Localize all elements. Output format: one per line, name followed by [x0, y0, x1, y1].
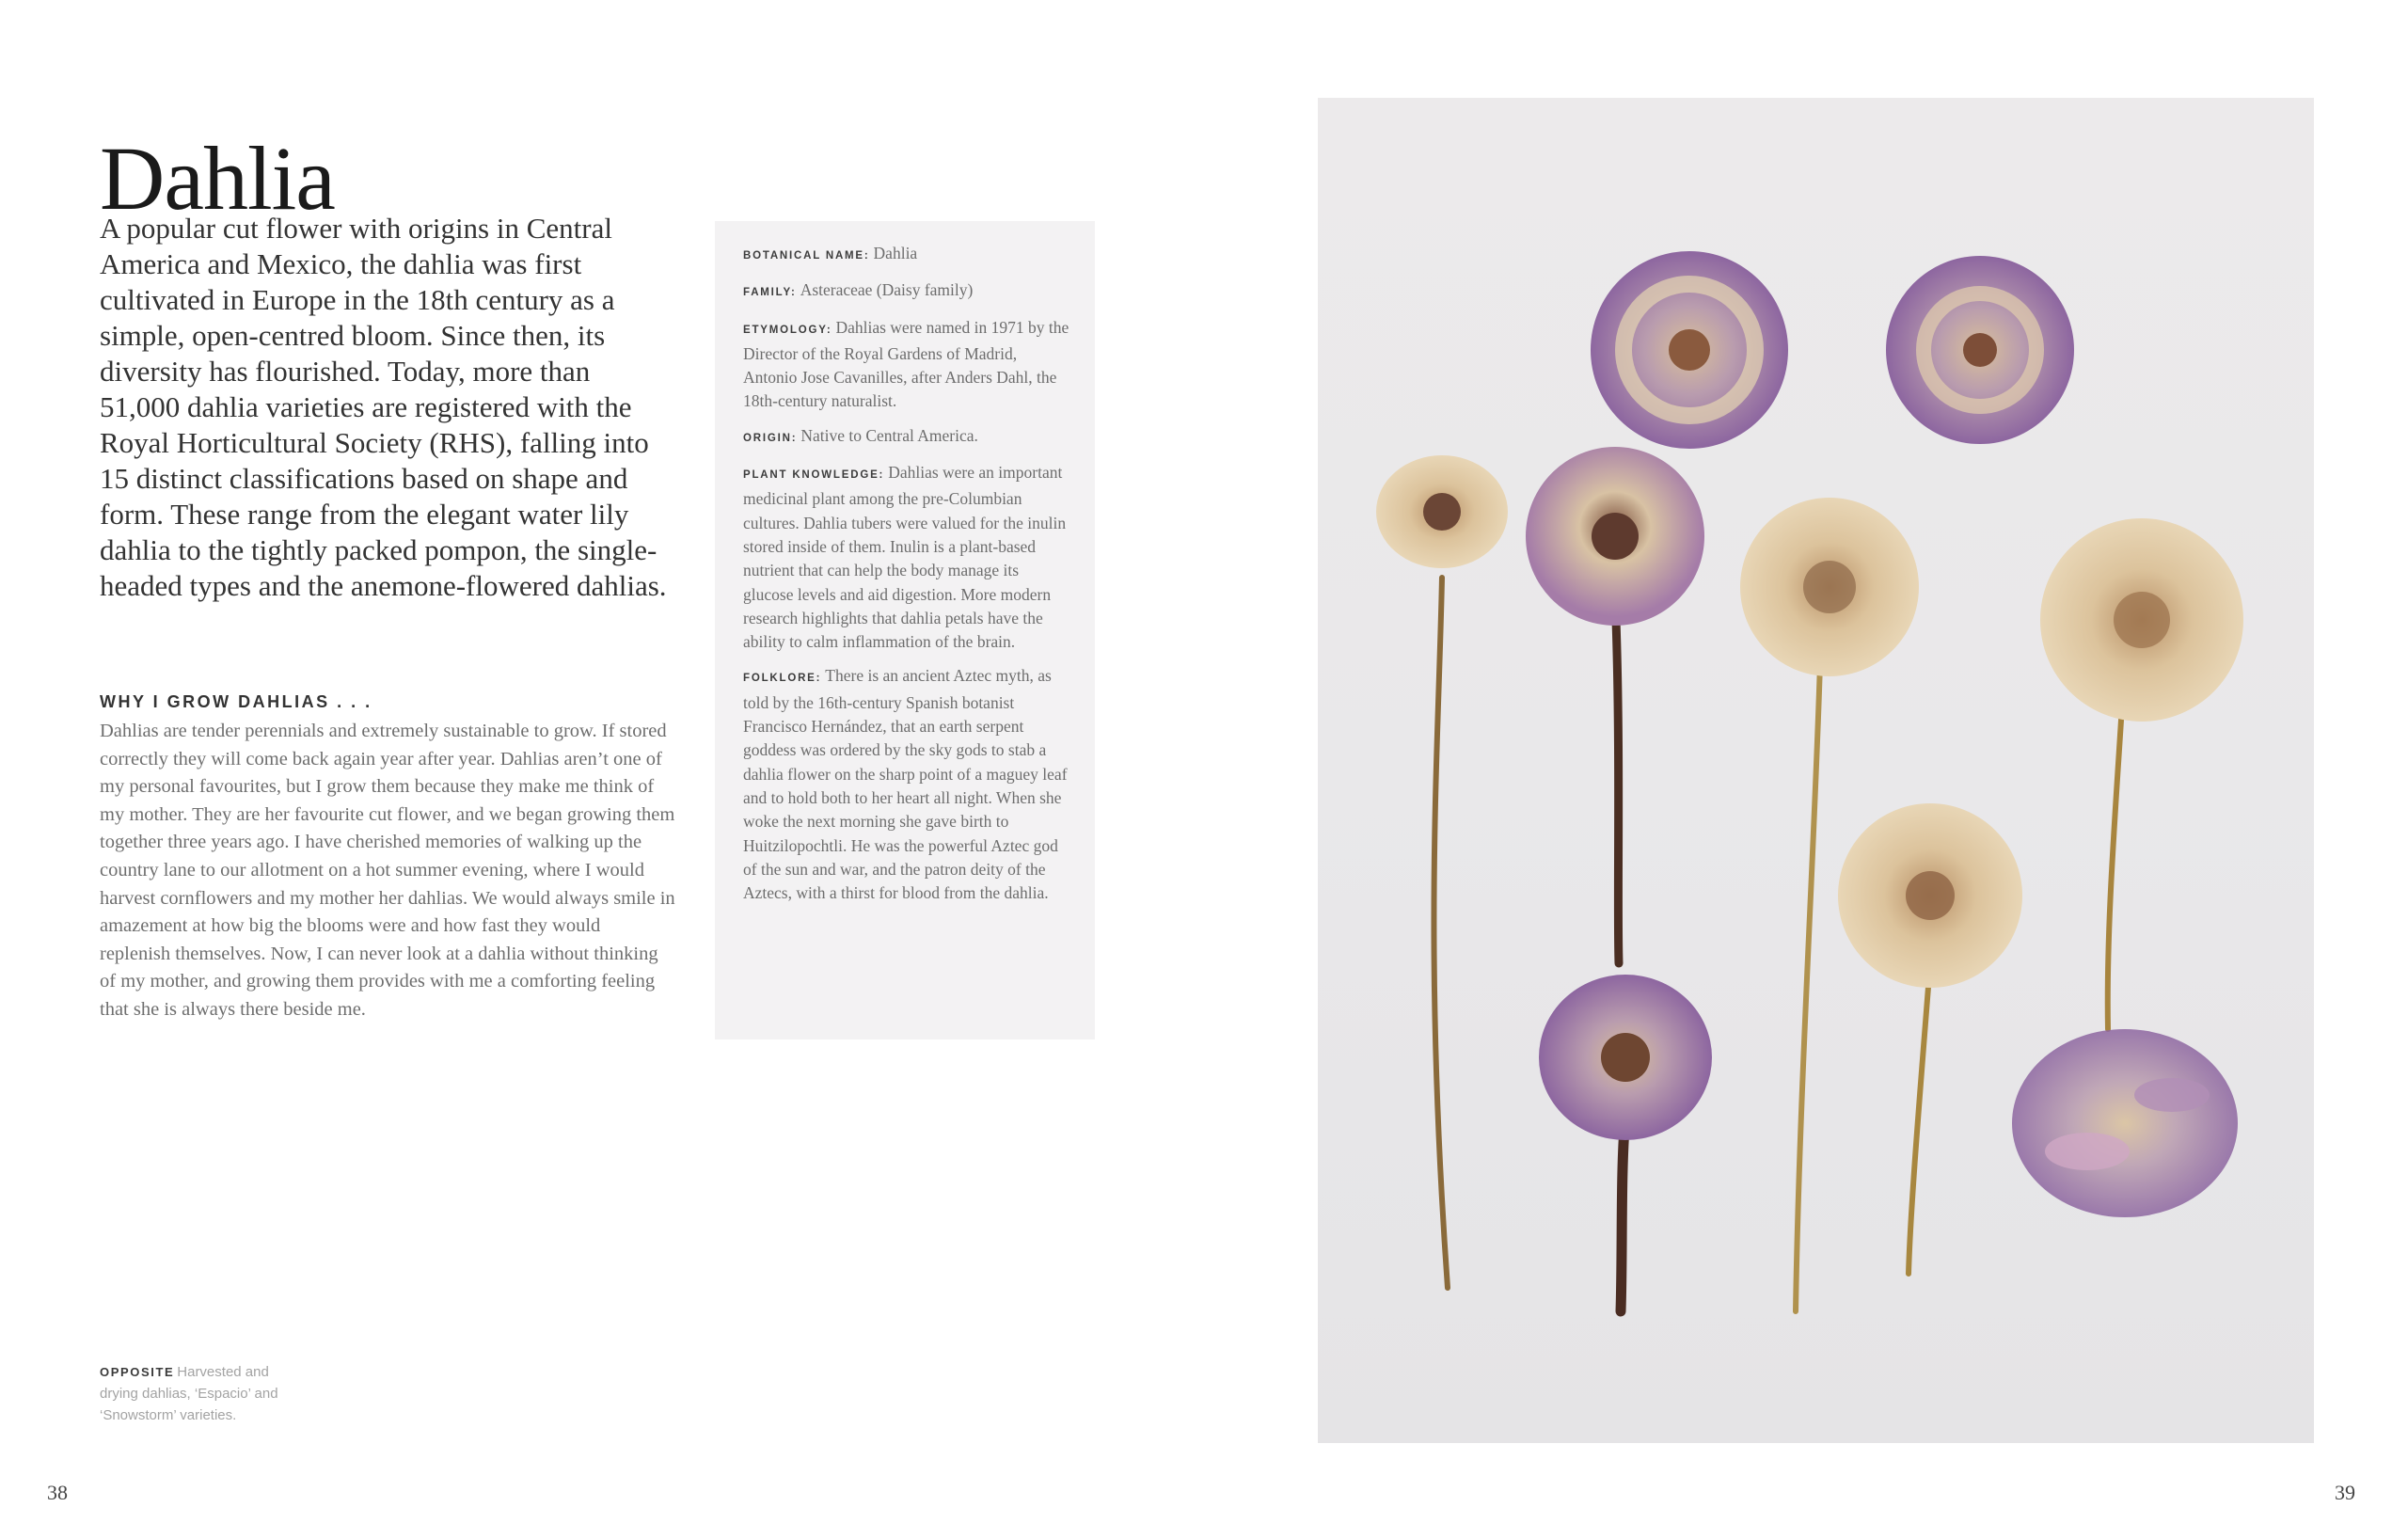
- why-grow-heading: WHY I GROW DAHLIAS . . .: [100, 692, 372, 711]
- fact-text: Dahlias were named in 1971 by the Director of the Royal Gardens of Madrid, Antonio Jose Cavanilles, after Anders Dahl, the 18th-century naturalist.: [743, 317, 1069, 411]
- stem-1: [1434, 578, 1448, 1288]
- fact-plant-knowledge: [743, 461, 1070, 654]
- bloom-petals-loose: [2012, 1029, 2238, 1217]
- fact-label: PLANT KNOWLEDGE:: [743, 469, 885, 482]
- fact-label: FAMILY:: [743, 287, 797, 299]
- bloom-purple-lower: [1539, 975, 1712, 1140]
- dried-dahlias-photo: [1318, 98, 2314, 1443]
- fact-origin: [743, 424, 1070, 451]
- bloom-top-left: [1591, 251, 1788, 449]
- fact-text: Dahlias were an important medicinal plant among the pre-Columbian cultures. Dahlia tubers were valued for the inulin stored inside of them. Inulin is a plant-based nutrient that can help the body manage its glucose levels and aid digestion. More modern research highlights that dahlia petals have the ability to calm inflammation of the brain.: [743, 463, 1067, 652]
- fact-label: ETYMOLOGY:: [743, 324, 832, 336]
- bloom-small-left: [1376, 455, 1508, 568]
- stem-5: [1909, 963, 1930, 1274]
- fact-text: There is an ancient Aztec myth, as told by the 16th-century Spanish botanist Francisco Hernández, that an earth serpent goddess was ordered by the sky gods to stab a dahlia flower on the sharp point of a maguey leaf and to hold both to her heart all night. When she woke the next morning she gave birth to Huitzilopochtli. He was the powerful Aztec god of the sun and war, and the patron deity of the Aztecs, with a thirst for blood from the dahlia.: [743, 666, 1068, 903]
- fact-text: Asteraceae (Daisy family): [800, 280, 974, 300]
- why-grow-paragraph: Dahlias are tender perennials and extremely sustainable to grow. If stored correctly they will come back again year after year. Dahlias aren’t one of my personal favourites, but I grow them because they make me think of my mother. They are her favourite cut flower, and we began growing them together three years ago. I have cherished memories of walking up the country lane to our allotment on a hot summer evening, where I would harvest cornflowers and my mother her dahlias. We would always smile in amazement at how big the blooms were and how fast they would replenish themselves. Now, I can never look at a dahlia without thinking of my mother, and growing them provides with me a comforting feeling that she is always there beside me.: [100, 721, 675, 1020]
- fact-text: Dahlia: [873, 244, 918, 262]
- caption-text: Harvested and drying dahlias, ‘Espacio’ and ‘Snowstorm’ varieties.: [100, 1364, 278, 1423]
- stem-3: [1796, 662, 1820, 1311]
- stems: [1434, 578, 2123, 1311]
- fact-text: Native to Central America.: [800, 425, 978, 445]
- blooms: [1376, 251, 2243, 1217]
- bloom-top-right: [1886, 256, 2074, 444]
- fact-family: [743, 278, 1070, 305]
- fact-botanical-name: [743, 242, 1070, 268]
- photo-caption: [100, 1361, 288, 1426]
- fact-etymology: [743, 316, 1070, 414]
- page-number-left: 38: [47, 1481, 68, 1504]
- fact-label: BOTANICAL NAME:: [743, 250, 870, 262]
- stem-2: [1616, 620, 1619, 963]
- fact-folklore: [743, 664, 1070, 905]
- dahlia-illustration: [1318, 98, 2314, 1443]
- bloom-cream-lower: [1838, 803, 2022, 988]
- bloom-mixed-center: [1526, 447, 1704, 626]
- fact-label: ORIGIN:: [743, 432, 798, 444]
- bloom-cream-center: [1740, 498, 1919, 676]
- fact-label: FOLKLORE:: [743, 673, 822, 685]
- fact-box: [715, 221, 1095, 1039]
- intro-paragraph: A popular cut flower with origins in Central America and Mexico, the dahlia was first cultivated in Europe in the 18th century as a simple, open-centred bloom. Since then, its diversity has flourished. Today, more than 51,000 dahlia varieties are registered with the Royal Horticultural Society (RHS), falling into 15 distinct classifications based on shape and form. These range from the elegant water lily dahlia to the tightly packed pompon, the single-headed types and the anemone-flowered dahlias.: [100, 212, 667, 602]
- caption-label: OPPOSITE: [100, 1365, 175, 1379]
- page-title: Dahlia: [100, 128, 335, 230]
- stem-4: [2108, 690, 2123, 1029]
- page-number-right: 39: [2335, 1481, 2355, 1504]
- bloom-cream-right: [2040, 518, 2243, 722]
- stem-6: [1621, 1128, 1624, 1311]
